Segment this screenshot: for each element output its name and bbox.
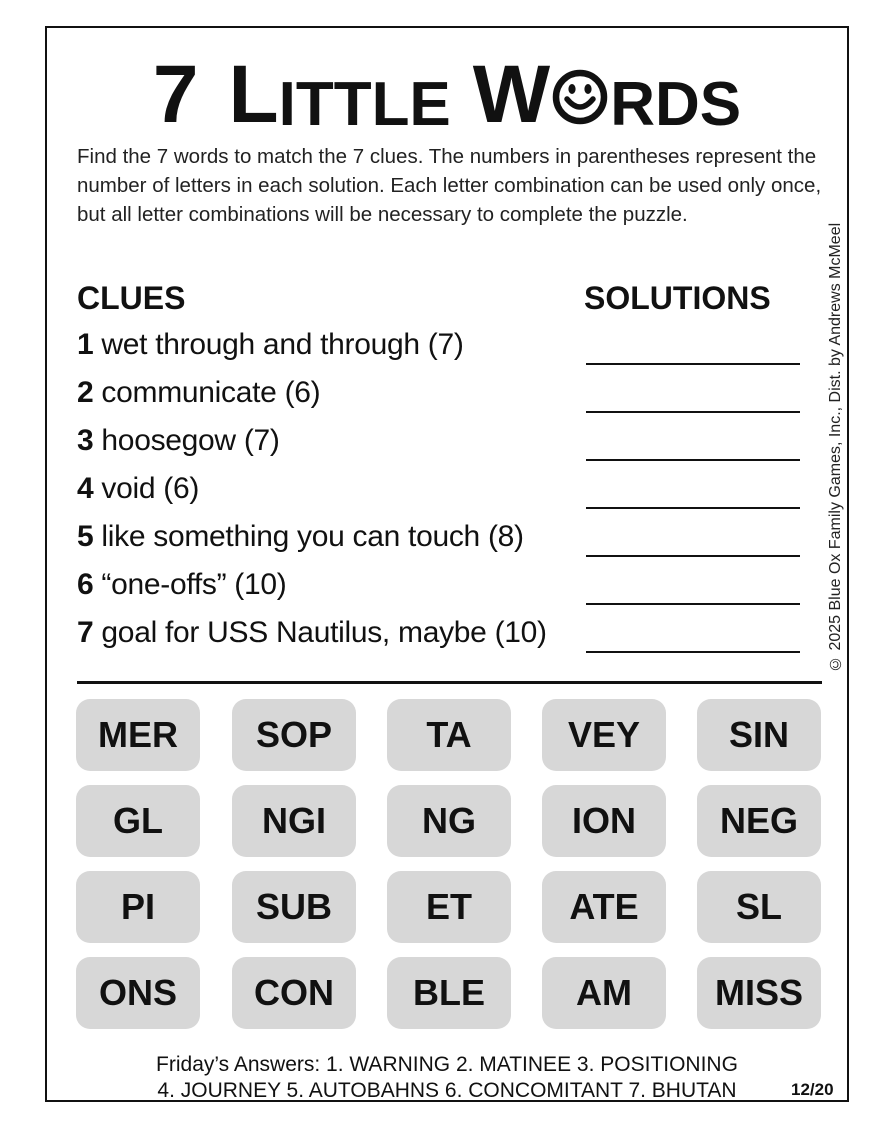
answers-line-1: Friday’s Answers: 1. WARNING 2. MATINEE 3. POSITIONING [156,1053,738,1076]
title-letter-w: W [472,49,551,140]
letter-tile[interactable]: CON [232,957,356,1029]
clue-6 [77,568,286,608]
letter-tile[interactable]: ONS [76,957,200,1029]
letter-tile[interactable]: PI [76,871,200,943]
letter-tile[interactable]: GL [76,785,200,857]
puzzle-title [47,49,847,140]
clue-7 [77,616,547,656]
letter-tile[interactable]: SUB [232,871,356,943]
clue-5 [77,520,524,560]
solution-blank-5[interactable] [586,555,800,557]
letter-tile[interactable]: AM [542,957,666,1029]
title-letter-l: L [228,49,279,140]
clue-text: void (6) [93,472,200,505]
solution-blank-3[interactable] [586,459,800,461]
letter-tile[interactable]: TA [387,699,511,771]
letter-tile[interactable]: NEG [697,785,821,857]
letter-tile[interactable]: VEY [542,699,666,771]
clue-text: “one-offs” (10) [93,568,287,601]
clue-3 [77,424,280,464]
letter-tile[interactable]: SOP [232,699,356,771]
solution-blank-2[interactable] [586,411,800,413]
clue-number: 7 [77,616,94,649]
letter-tile[interactable]: ION [542,785,666,857]
answers-line-2: 4. JOURNEY 5. AUTOBAHNS 6. CONCOMITANT 7. BHUTAN [157,1079,737,1102]
clue-text: like something you can touch (8) [93,520,524,553]
solutions-heading: SOLUTIONS [584,280,771,316]
title-ittle: ITTLE [278,70,451,139]
solution-blank-1[interactable] [586,363,800,365]
clue-number: 2 [77,376,94,409]
letter-tile[interactable]: MISS [697,957,821,1029]
letter-tile[interactable]: NG [387,785,511,857]
clue-text: goal for USS Nautilus, maybe (10) [93,616,547,649]
solution-blank-7[interactable] [586,651,800,653]
letter-tile[interactable]: NGI [232,785,356,857]
copyright-notice: © 2025 Blue Ox Family Games, Inc., Dist. by Andrews McMeel [827,222,844,672]
title-number: 7 [152,49,199,140]
clue-number: 6 [77,568,94,601]
title-rds: RDS [610,70,742,139]
clue-text: communicate (6) [93,376,321,409]
clue-number: 4 [77,472,94,505]
clue-number: 5 [77,520,94,553]
clue-text: wet through and through (7) [93,328,464,361]
clues-heading: CLUES [77,280,186,316]
solution-blank-6[interactable] [586,603,800,605]
letter-tile[interactable]: MER [76,699,200,771]
letter-tile[interactable]: SL [697,871,821,943]
clue-4 [77,472,199,512]
clue-text: hoosegow (7) [93,424,280,457]
instructions-text: Find the 7 words to match the 7 clues. The numbers in parentheses represent the number of letters in each solution. Each letter combination can be used only once, but all letter combinations will be necessary to complete the puzzle. [77,145,822,226]
puzzle-date: 12/20 [791,1080,834,1099]
clue-1 [77,328,464,368]
letter-tile[interactable]: ATE [542,871,666,943]
puzzle-frame [45,26,849,1102]
previous-answers [47,1052,847,1104]
smiley-face-icon [552,64,608,130]
solution-blank-4[interactable] [586,507,800,509]
letter-tile[interactable]: BLE [387,957,511,1029]
clue-2 [77,376,320,416]
clue-number: 3 [77,424,94,457]
clue-number: 1 [77,328,94,361]
section-divider [77,681,822,684]
letter-tile[interactable]: ET [387,871,511,943]
letter-tile[interactable]: SIN [697,699,821,771]
